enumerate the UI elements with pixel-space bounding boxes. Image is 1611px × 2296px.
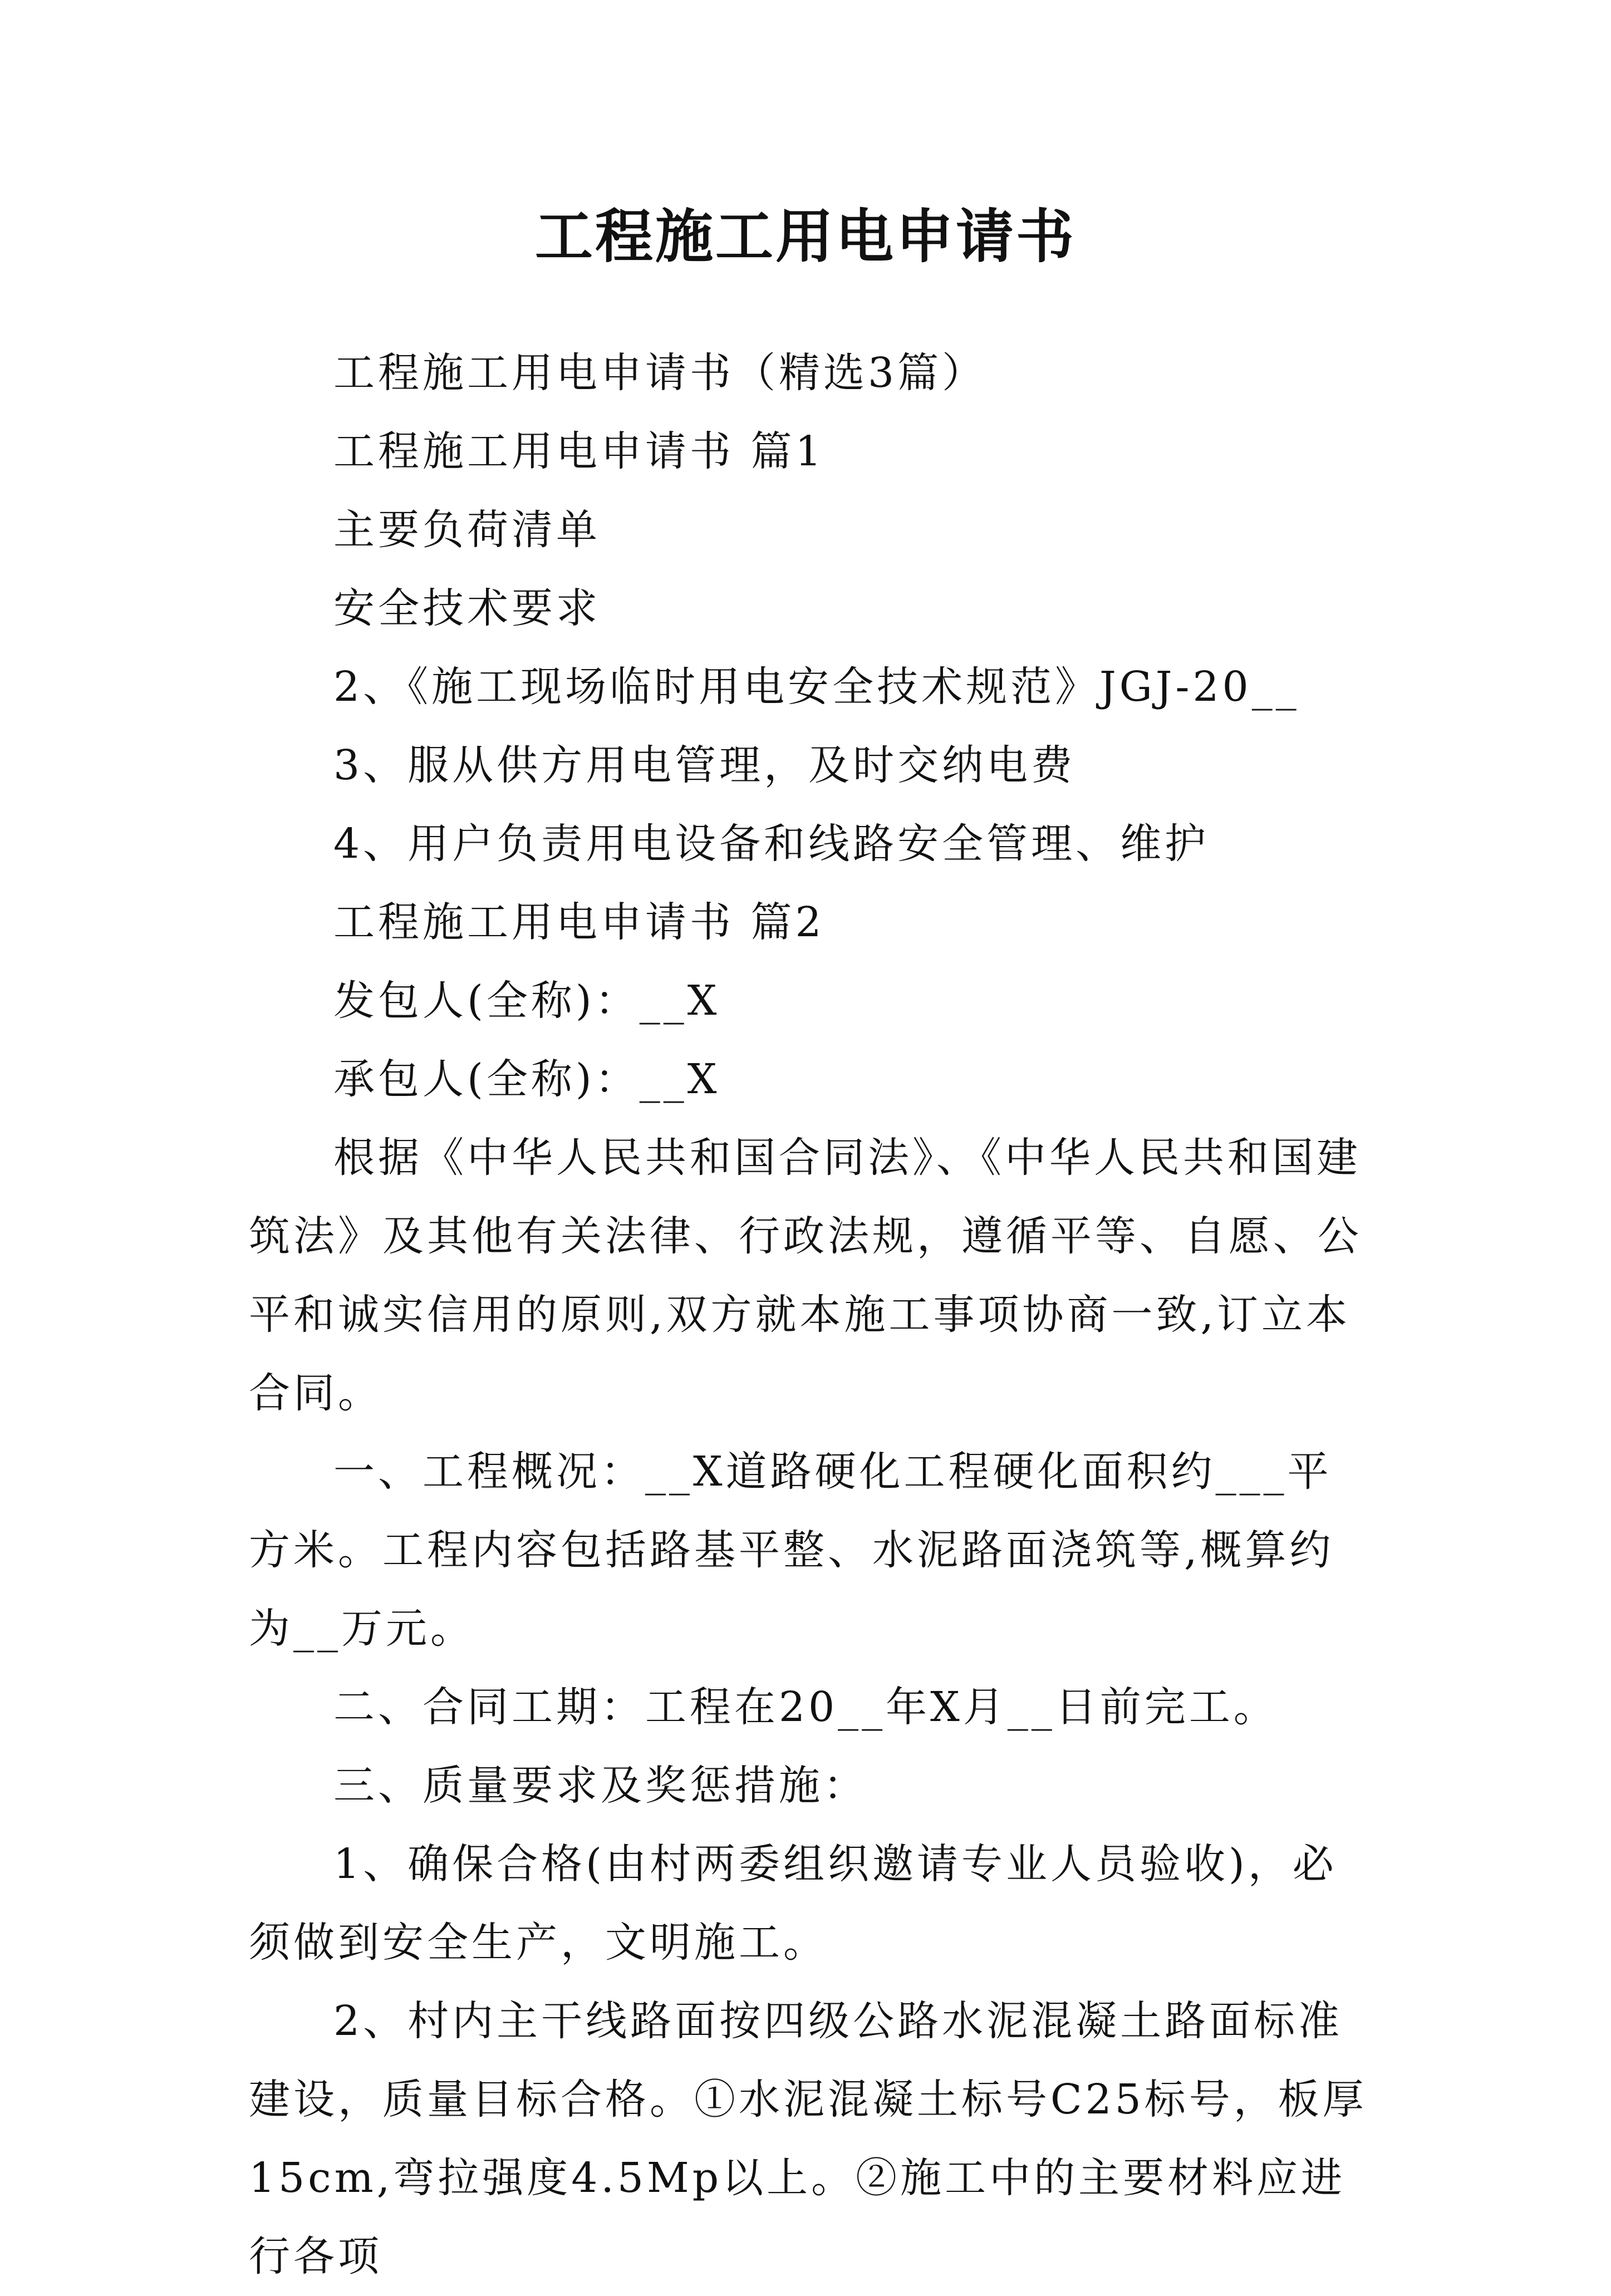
paragraph: 2、村内主干线路面按四级公路水泥混凝土路面标准建设，质量目标合格。①水泥混凝土标号C25标号，板厚15cm,弯拉强度4.5Mp以上。②施工中的主要材料应进行各项 <box>249 1997 1367 2280</box>
document-title: 工程施工用电申请书 <box>534 202 1076 271</box>
paragraph: 安全技术要求 <box>333 584 601 632</box>
document-body <box>249 334 1373 2296</box>
paragraph: 4、用户负责用电设备和线路安全管理、维护 <box>333 820 1210 868</box>
paragraph: 工程施工用电申请书 篇1 <box>333 427 825 475</box>
paragraph: 三、质量要求及奖惩措施： <box>333 1762 868 1810</box>
paragraph: 工程施工用电申请书 篇2 <box>333 898 825 946</box>
paragraph: 发包人(全称)：__X <box>333 977 720 1025</box>
paragraph: 3、服从供方用电管理，及时交纳电费 <box>333 741 1076 789</box>
paragraph: 2、《施工现场临时用电安全技术规范》JGJ-20__ <box>333 663 1300 711</box>
paragraph: 1、确保合格(由村两委组织邀请专业人员验收)，必须做到安全生产，文明施工。 <box>249 1840 1337 1966</box>
paragraph: 二、合同工期：工程在20__年X月__日前完工。 <box>333 1683 1278 1731</box>
paragraph: 主要负荷清单 <box>333 506 601 554</box>
paragraph: 一、工程概况：__X道路硬化工程硬化面积约___平方米。工程内容包括路基平整、水泥路面浇筑等,概算约为__万元。 <box>249 1448 1334 1653</box>
paragraph: 根据《中华人民共和国合同法》、《中华人民共和国建筑法》及其他有关法律、行政法规，遵循平等、自愿、公平和诚实信用的原则,双方就本施工事项协商一致,订立本合同。 <box>249 1134 1362 1417</box>
paragraph: 工程施工用电申请书（精选3篇） <box>333 349 987 397</box>
paragraph: 承包人(全称)：__X <box>333 1055 720 1103</box>
